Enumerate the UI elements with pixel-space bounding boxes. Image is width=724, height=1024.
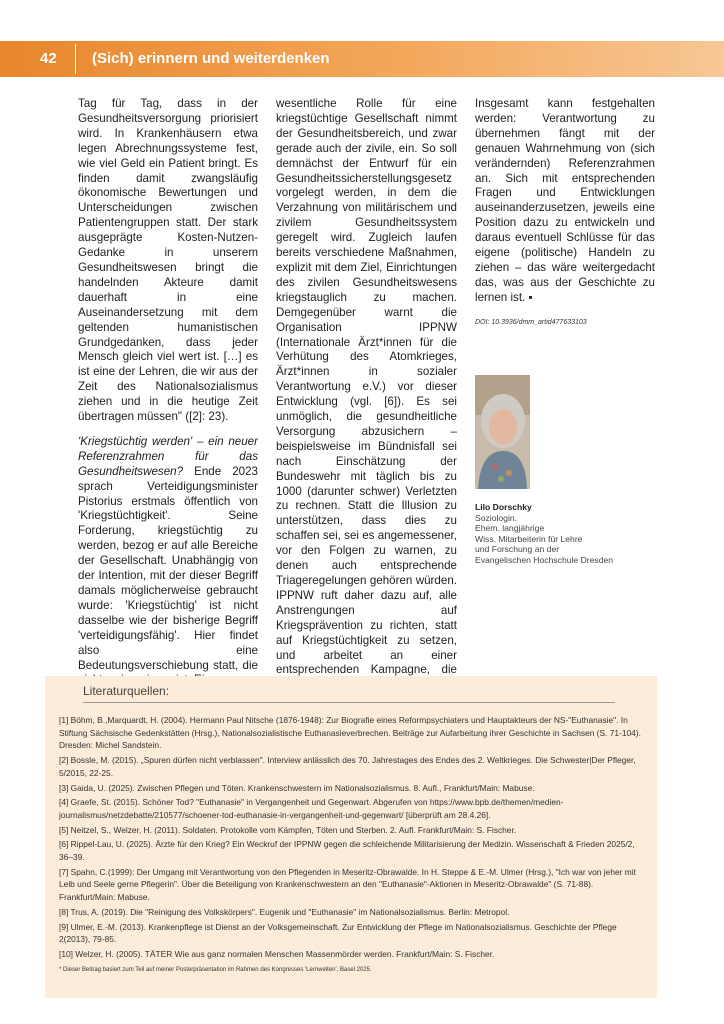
paragraph: Insgesamt kann festgehalten werden: Verantwortung zu übernehmen fängt mit der genauen Wahrnehmung von (sich verändernden) Referenzrahmen an. Sich mit entsprechenden Fragen und Entwicklungen auseinanderzusetzen, jeweils eine Position dazu zu entwickeln und daraus eventuell Schlüsse für das eigene (politische) Handeln zu ziehen – das wäre weitergedacht das, was aus der Geschichte zu lernen ist. ▪ <box>475 97 655 304</box>
text-column-2 <box>276 97 457 718</box>
author-bio-line: und Forschung an der <box>475 544 560 554</box>
section-title: (Sich) erinnern und weiterdenken <box>92 50 330 67</box>
author-bio-line: Wiss. Mitarbeiterin für Lehre <box>475 533 583 544</box>
reference-item: [8] Trus, A. (2019). Die "Reinigung des Volkskörpers". Eugenik und "Euthanasie" im Nationalsozialismus. Berlin: Metropol. <box>59 906 510 917</box>
paragraph: wesentliche Rolle für eine kriegstüchtige Gesellschaft nimmt der Gesundheitsbereich, und zwar gerade auch der zivile, ein. So soll demnächst der Entwurf für ein Gesundheitssicherstellungsgesetz vorgelegt werden, in dem die Verzahnung von militärischem und zivilem Gesundheitssystem geregelt wird. Zugleich laufen bereits verschiedene Maßnahmen, explizit mit dem Ziel, Einrichtungen des zivilen Gesundheitswesens kriegstauglich zu machen. Demgegenüber warnt die Organisation IPPNW (Internationale Ärzt*innen für die Verhütung des Atomkrieges, Ärzt*innen in sozialer Verantwortung e.V.) vor dieser Entwicklung (vgl. [6]). Es sei unmöglich, die gesundheitliche Versorgung abzusichern – beispielsweise im Bündnisfall sei nach Einschätzung der Bundeswehr mit täglich bis zu 1000 (darunter schwer) Verletzten zu rechnen. Statt die Illusion zu unterstützen, dass dies zu schaffen sei, sei es angemessener, vor den Folgen zu warnen, zu denen auch entsprechende Triageregelungen gehören würden. IPPNW ruft daher dazu auf, alle Anstrengungen auf Kriegsprävention zu richten, statt auf Kriegstüchtigkeit zu setzen, und arbeitet an einer entsprechenden Kampagne, die <box>276 97 457 677</box>
page-header <box>0 41 724 77</box>
author-bio-line: Ehem. langjährige <box>475 523 545 533</box>
text-column-3 <box>475 97 655 331</box>
literature-title: Literaturquellen: <box>83 684 615 703</box>
author-bio-line: Evangelischen Hochschule Dresden <box>475 554 614 565</box>
reference-item: [7] Spahn, C.(1999): Der Umgang mit Verantwortung von den Pflegenden in Meseritz-Obrawalde. In H. Steppe & E.-M. Ulmer (Hrsg.), "Ich war von jeher mit Leib und Seele gerne Pflegerin". Über die Beteiligung von Krankenschwestern an den "Euthanasie"-Aktionen in Meseritz-Obrawalde" (S. 71-88). Frankfurt/Main: Mabuse. <box>59 866 636 903</box>
paragraph <box>78 435 258 688</box>
paragraph-text: Ende 2023 sprach Verteidigungsminister Pistorius erstmals öffentlich von 'Kriegstüchtigkeit'. Seine Forderung, kriegstüchtig zu werden, bezog er auf alle Bereiche der Gesellschaft. Unabhängig von der Intention, mit der dieser Begriff damals möglicherweise gebraucht wurde: 'Kriegstüchtig' ist nicht dasselbe wie der bisherige Begriff 'verteidigungsfähig'. Hier findet also eine Bedeutungsverschiebung statt, die <box>78 464 258 672</box>
text-column-1 <box>78 97 258 698</box>
subheading: 'Kriegstüchtig werden' – ein neuer Referenzrahmen für das Gesundheitswesen? <box>78 434 258 478</box>
author-bio-line: Soziologin. <box>475 512 518 523</box>
header-divider <box>75 44 76 74</box>
reference-item: [4] Graefe, St. (2015). Schöner Tod? "Euthanasie" in Vergangenheit und Gegenwart. Abgerufen von https://www.bpb.de/themen/medien-journalismus/netzdebatte/210577/schoener-tod-euthanasie-in-vergangenheit-und-gegenwart/ [überprüft am 28.4.26]. <box>59 797 564 820</box>
page-number: 42 <box>40 50 57 67</box>
reference-item: [2] Bossle, M. (2015). „Spuren dürfen nicht verblassen". Interview anlässlich des 70. Jahrestages des Endes des 2. Weltkrieges. Die Schwester|Der Pfleger, 5/2015, 22-25. <box>59 755 636 778</box>
reference-item: [9] Ulmer, E.-M. (2013). Krankenpflege ist Dienst an der Volksgemeinschaft. Zur Entwicklung der Pflege im Nationalsozialismus. Geschichte der Pflege 2(2013), 79-85. <box>59 921 617 945</box>
paragraph: Tag für Tag, dass in der Gesundheitsversorgung priorisiert wird. In Krankenhäusern etwa legen Abrechnungssysteme fest, wie viel Geld ein Patient bringt. Es finden damit zwangsläufig ökonomische Bewertungen und Unterscheidungen zwischen Patientengruppen statt. Der stark ausgeprägte Kosten-Nutzen-Gedanke in unserem Gesundheitswesen bringt die handelnden Akteure damit dauerhaft in eine Auseinandersetzung mit dem geltenden humanistischen Grundgedanken, dass jeder Mensch gleich viel wert ist. […] es ist eine der Lehren, die wir aus der Zeit des Nationalsozialismus ziehen und in die heutige Zeit übertragen müssen" ([2]: 23). <box>78 97 258 424</box>
reference-item: [10] Welzer, H. (2005). TÄTER Wie aus ganz normalen Menschen Massenmörder werden. Frankfurt/Main: S. Fischer. <box>59 948 495 959</box>
author-bio <box>475 502 655 565</box>
footnote: * Dieser Beitrag basiert zum Teil auf meiner Posterpräsentation im Rahmen des Kongresses 'Lernwelten', Basel 2025. <box>59 966 372 973</box>
literature-box <box>45 676 657 998</box>
reference-item: [6] Rippel-Lau, U. (2025). Ärzte für den Krieg? Ein Weckruf der IPPNW gegen die schleichende Militarisierung der Medizin. Wissenschaft & Frieden 2025/2, 36–39. <box>59 839 635 863</box>
author-photo <box>475 375 530 489</box>
reference-item: [3] Gaida, U. (2025). Zwischen Pflegen und Töten. Krankenschwestern im Nationalsozialismus. 8. Aufl., Frankfurt/Main: Mabuse. <box>59 782 535 793</box>
portrait-illustration <box>475 375 530 489</box>
reference-item: [5] Neitzel, S., Welzer, H. (2011). Soldaten. Protokolle vom Kämpfen, Töten und Sterben. 2. Aufl. Frankfurt/Main: S. Fischer. <box>59 824 517 835</box>
doi-reference: DOI: 10.3936/dmm_artid477633103 <box>475 318 587 326</box>
reference-list <box>59 714 643 975</box>
author-name: Lilo Dorschky <box>475 502 532 512</box>
reference-item: [1] Böhm, B.,Marquardt, H. (2004). Hermann Paul Nitsche (1876-1948): Zur Biografie eines Reformpsychiaters und Hauptakteurs der NS-"Euthanasie". In Stiftung Sächsische Gedenkstätten (Hrsg.), Nationalsozialistische Euthanasieverbrechen. Beiträge zur Aufarbeitung ihrer Geschichte in Sachsen (S. 71-104). Dresden: Michel Sandstein. <box>59 715 641 751</box>
